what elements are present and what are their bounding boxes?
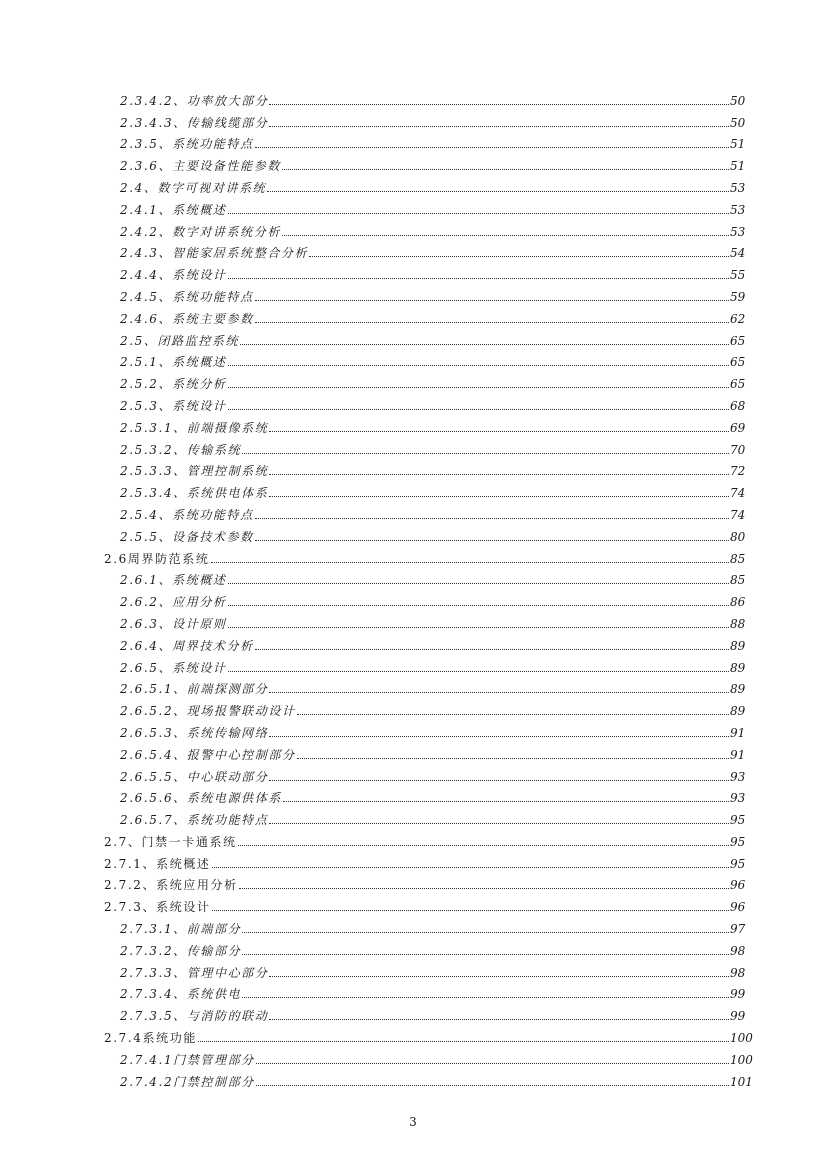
toc-entry-title: 2.5.3.3、管理控制系统 [120,464,269,479]
toc-entry[interactable] [0,195,826,217]
toc-entry-page: 51 [730,137,746,152]
toc-entry-page: 89 [730,704,746,719]
toc-entry-title: 2.7.4.2门禁控制部分 [120,1074,255,1089]
toc-entry[interactable] [0,827,826,849]
toc-entry-title: 2.6.1、系统概述 [120,573,227,588]
dot-leader [269,126,729,127]
toc-entry-title: 2.6.5.4、报警中心控制部分 [120,747,296,762]
dot-leader [282,169,729,170]
toc-entry-page: 91 [730,747,746,762]
dot-leader [228,278,729,279]
toc-entry-title: 2.4.2、数字对讲系统分析 [120,224,281,239]
toc-entry[interactable] [0,958,826,980]
toc-entry[interactable] [0,151,826,173]
toc-entry[interactable] [0,369,826,391]
toc-entry-page: 80 [730,529,746,544]
toc-entry-page: 89 [730,682,746,697]
toc-entry[interactable] [0,1045,826,1067]
toc-entry[interactable] [0,762,826,784]
dot-leader [255,322,729,323]
dot-leader [256,1085,729,1086]
toc-entry[interactable] [0,413,826,435]
dot-leader [255,147,729,148]
toc-entry-title: 2.6.5.1、前端探测部分 [120,682,269,697]
toc-entry-title: 2.7.2、系统应用分析 [104,878,238,893]
toc-entry[interactable] [0,304,826,326]
dot-leader [242,954,729,955]
toc-entry-page: 95 [730,834,746,849]
dot-leader [212,867,729,868]
toc-entry-title: 2.5.5、设备技术参数 [120,529,254,544]
toc-entry-page: 93 [730,769,746,784]
toc-entry[interactable] [0,500,826,522]
toc-entry-page: 99 [730,1009,746,1024]
dot-leader [239,888,729,889]
toc-entry-title: 2.3.4.3、传输线缆部分 [120,115,269,130]
toc-entry-page: 62 [730,311,746,326]
toc-entry[interactable] [0,435,826,457]
toc-entry-page: 98 [730,943,746,958]
toc-entry[interactable] [0,239,826,261]
dot-leader [256,1063,729,1064]
toc-entry-page: 54 [730,246,746,261]
toc-entry[interactable] [0,391,826,413]
toc-entry-page: 65 [730,333,746,348]
toc-entry[interactable] [0,784,826,806]
toc-entry-page: 96 [730,878,746,893]
dot-leader [309,256,729,257]
toc-entry-title: 2.7.3、系统设计 [104,900,211,915]
toc-entry[interactable] [0,718,826,740]
toc-entry-page: 53 [730,224,746,239]
toc-entry-page: 51 [730,159,746,174]
dot-leader [228,671,729,672]
toc-entry-title: 2.6.5.2、现场报警联动设计 [120,704,296,719]
dot-leader [238,845,729,846]
toc-entry-title: 2.7.1、系统概述 [104,856,211,871]
dot-leader [255,518,729,519]
toc-entry[interactable] [0,740,826,762]
toc-entry-page: 86 [730,595,746,610]
toc-entry[interactable] [0,609,826,631]
dot-leader [297,758,729,759]
table-of-contents [0,86,826,1089]
toc-entry-title: 2.7.3.1、前端部分 [120,922,242,937]
toc-entry[interactable] [0,130,826,152]
dot-leader [255,649,729,650]
dot-leader [269,496,729,497]
toc-entry[interactable] [0,653,826,675]
toc-entry-title: 2.4.3、智能家居系统整合分析 [120,246,309,261]
dot-leader [297,714,729,715]
toc-entry-title: 2.4.4、系统设计 [120,268,227,283]
dot-leader [269,976,729,977]
toc-entry-page: 50 [730,115,746,130]
toc-entry-title: 2.4、数字可视对讲系统 [120,180,267,195]
toc-entry-page: 74 [730,486,746,501]
toc-entry[interactable] [0,936,826,958]
toc-entry-page: 85 [730,551,746,566]
dot-leader [269,474,729,475]
dot-leader [228,213,729,214]
toc-entry-page: 98 [730,965,746,980]
dot-leader [283,801,729,802]
toc-entry-title: 2.7、门禁一卡通系统 [104,834,237,849]
toc-entry-page: 97 [730,922,746,937]
dot-leader [255,300,729,301]
toc-entry[interactable] [0,282,826,304]
toc-entry[interactable] [0,631,826,653]
dot-leader [282,235,729,236]
toc-entry[interactable] [0,1067,826,1089]
toc-entry-page: 101 [730,1074,753,1089]
toc-entry[interactable] [0,980,826,1002]
page-number: 3 [409,1115,417,1129]
dot-leader [242,932,729,933]
toc-entry-title: 2.7.3.2、传输部分 [120,943,242,958]
toc-entry[interactable] [0,348,826,370]
toc-entry[interactable] [0,675,826,697]
dot-leader [228,409,729,410]
toc-entry-title: 2.6.3、设计原则 [120,616,227,631]
dot-leader [269,431,729,432]
toc-entry[interactable] [0,566,826,588]
dot-leader [228,387,729,388]
toc-entry-page: 88 [730,616,746,631]
dot-leader [228,605,729,606]
toc-entry-title: 2.4.6、系统主要参数 [120,311,254,326]
toc-entry-title: 2.4.1、系统概述 [120,202,227,217]
toc-entry-page: 68 [730,398,746,413]
dot-leader [269,104,729,105]
toc-entry-title: 2.7.4.1门禁管理部分 [120,1052,255,1067]
toc-entry-title: 2.6.2、应用分析 [120,595,227,610]
toc-entry[interactable] [0,86,826,108]
dot-leader [269,736,729,737]
toc-entry[interactable] [0,871,826,893]
toc-entry-page: 89 [730,660,746,675]
toc-entry-page: 50 [730,93,746,108]
toc-entry-page: 89 [730,638,746,653]
toc-entry-title: 2.6.5、系统设计 [120,660,227,675]
toc-entry-page: 59 [730,289,746,304]
toc-entry-title: 2.5.3.2、传输系统 [120,442,242,457]
toc-entry[interactable] [0,260,826,282]
toc-entry[interactable] [0,326,826,348]
toc-entry[interactable] [0,173,826,195]
toc-entry-page: 96 [730,900,746,915]
toc-entry[interactable] [0,849,826,871]
dot-leader [198,1041,729,1042]
toc-entry-title: 2.5.3.4、系统供电体系 [120,486,269,501]
toc-entry-page: 74 [730,507,746,522]
toc-entry-title: 2.5.1、系统概述 [120,355,227,370]
dot-leader [269,1019,729,1020]
toc-entry-title: 2.6.5.7、系统功能特点 [120,813,269,828]
toc-entry[interactable] [0,805,826,827]
toc-entry-title: 2.7.4系统功能 [104,1031,197,1046]
toc-entry-page: 95 [730,813,746,828]
toc-entry[interactable] [0,892,826,914]
toc-entry[interactable] [0,544,826,566]
toc-entry-page: 72 [730,464,746,479]
toc-entry-title: 2.3.6、主要设备性能参数 [120,159,281,174]
toc-entry-page: 65 [730,377,746,392]
toc-entry-title: 2.4.5、系统功能特点 [120,289,254,304]
toc-entry-page: 53 [730,202,746,217]
dot-leader [211,562,730,563]
dot-leader [242,453,729,454]
dot-leader [228,627,729,628]
toc-entry[interactable] [0,1023,826,1045]
toc-entry-title: 2.6.5.6、系统电源供体系 [120,791,282,806]
toc-entry-title: 2.6周界防范系统 [104,551,210,566]
toc-entry-title: 2.3.5、系统功能特点 [120,137,254,152]
toc-entry-page: 53 [730,180,746,195]
toc-entry-page: 85 [730,573,746,588]
toc-entry[interactable] [0,478,826,500]
toc-entry-page: 69 [730,420,746,435]
toc-entry[interactable] [0,1001,826,1023]
toc-entry[interactable] [0,108,826,130]
toc-entry-page: 70 [730,442,746,457]
dot-leader [269,823,729,824]
toc-entry-page: 91 [730,725,746,740]
toc-entry-page: 100 [730,1031,753,1046]
dot-leader [269,692,729,693]
toc-entry-title: 2.7.3.3、管理中心部分 [120,965,269,980]
toc-entry[interactable] [0,587,826,609]
toc-entry-title: 2.5、闭路监控系统 [120,333,240,348]
toc-entry-title: 2.6.5.3、系统传输网络 [120,725,269,740]
toc-entry[interactable] [0,522,826,544]
toc-entry[interactable] [0,914,826,936]
toc-entry[interactable] [0,696,826,718]
toc-entry-page: 55 [730,268,746,283]
toc-entry-title: 2.5.4、系统功能特点 [120,507,254,522]
dot-leader [242,997,729,998]
toc-entry-title: 2.6.4、周界技术分析 [120,638,254,653]
toc-entry-title: 2.6.5.5、中心联动部分 [120,769,269,784]
dot-leader [212,910,729,911]
dot-leader [269,780,729,781]
toc-entry-title: 2.5.3、系统设计 [120,398,227,413]
toc-entry[interactable] [0,457,826,479]
dot-leader [228,583,729,584]
toc-entry-page: 95 [730,856,746,871]
dot-leader [255,540,729,541]
toc-entry-title: 2.5.2、系统分析 [120,377,227,392]
toc-entry-page: 99 [730,987,746,1002]
toc-entry-title: 2.7.3.5、与消防的联动 [120,1009,269,1024]
dot-leader [267,191,729,192]
toc-entry-page: 100 [730,1052,753,1067]
toc-entry[interactable] [0,217,826,239]
dot-leader [240,344,729,345]
toc-entry-title: 2.3.4.2、功率放大部分 [120,93,269,108]
toc-entry-page: 93 [730,791,746,806]
toc-entry-page: 65 [730,355,746,370]
dot-leader [228,365,729,366]
toc-entry-title: 2.7.3.4、系统供电 [120,987,242,1002]
toc-entry-title: 2.5.3.1、前端摄像系统 [120,420,269,435]
